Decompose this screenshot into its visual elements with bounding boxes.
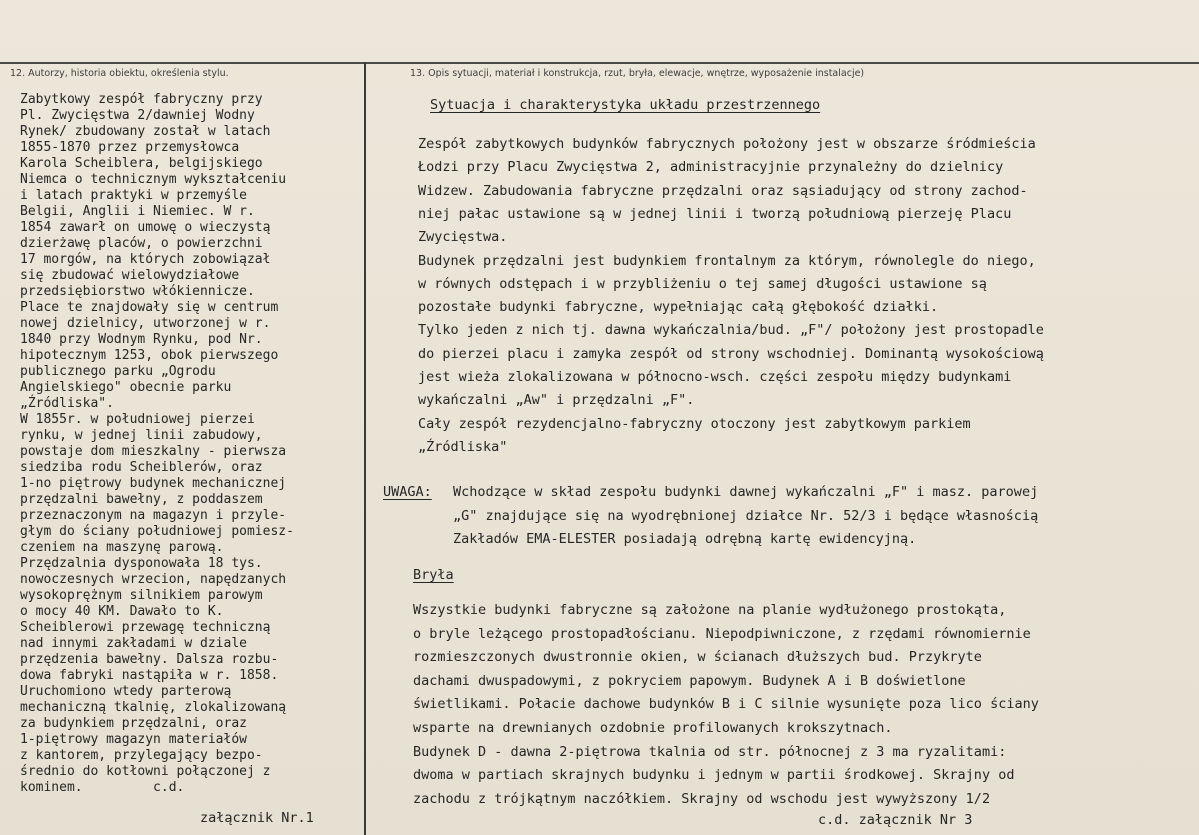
history-line: z kantorem, przylegający bezpo- xyxy=(20,748,263,763)
history-text xyxy=(20,92,364,796)
history-line: Karola Scheiblera, belgijskiego xyxy=(20,156,263,171)
situation-line: Widzew. Zabudowania fabryczne przędzalni oraz sąsiadujący od strony zachod- xyxy=(418,182,1028,199)
history-line: przędzenia bawełny. Dalsza rozbu- xyxy=(20,652,279,667)
situation-line: „Źródliska" xyxy=(418,438,508,455)
history-line: mechaniczną tkalnię, zlokalizowaną xyxy=(20,700,287,715)
massing-line: rozmieszczonych dwustronnie okien, w ścianach dłuższych bud. Przykryte xyxy=(413,649,982,666)
history-line: nad innymi zakładami w dziale xyxy=(20,636,247,651)
history-line: siedziba rodu Scheiblerów, oraz xyxy=(20,460,263,475)
history-line: Niemca o technicznym wykształceniu xyxy=(20,172,287,187)
history-line: głym do ściany południowej pomiesz- xyxy=(20,524,294,539)
column-divider xyxy=(364,62,366,835)
history-line: Scheiblerowi przewagę techniczną xyxy=(20,620,271,635)
situation-line: do pierzei placu i zamyka zespół od strony wschodniej. Dominantą wysokościową xyxy=(418,345,1044,362)
history-line: powstaje dom mieszkalny - pierwsza xyxy=(20,444,287,459)
history-line: 1854 zawarł on umowę o wieczystą xyxy=(20,220,271,235)
history-line: 1-piętrowy magazyn materiałów xyxy=(20,732,247,747)
history-line: nowoczesnych wrzecion, napędzanych xyxy=(20,572,287,587)
situation-line: Tylko jeden z nich tj. dawna wykańczalnia/bud. „F"/ położony jest prostopadle xyxy=(418,322,1044,339)
history-line: Pl. Zwycięstwa 2/dawniej Wodny xyxy=(20,108,255,123)
situation-line: jest wieża zlokalizowana w północno-wsch. części zespołu między budynkami xyxy=(418,369,1012,385)
left-column-header: 12. Autorzy, historia obiektu, określenia stylu. xyxy=(10,68,229,79)
situation-line: niej pałac ustawione są w jednej linii i tworzą południową pierzeję Placu xyxy=(418,205,1012,222)
history-line: nowej dzielnicy, utworzonej w r. xyxy=(20,316,271,331)
situation-line: Zespół zabytkowych budynków fabrycznych położony jest w obszarze śródmieścia xyxy=(418,136,1036,152)
massing-line: Budynek D - dawna 2-piętrowa tkalnia od str. północnej z 3 ma ryzalitami: xyxy=(413,743,1007,760)
history-line: Zabytkowy zespół fabryczny przy xyxy=(20,92,263,107)
massing-line: dachami dwuspadowymi, z pokryciem papowym. Budynek A i B doświetlone xyxy=(413,672,966,689)
history-line: 1840 przy Wodnym Rynku, pod Nr. xyxy=(20,332,263,347)
situation-line: wykańczalni „Aw" i przędzalni „F". xyxy=(418,392,695,409)
history-line: hipotecznym 1253, obok pierwszego xyxy=(20,348,279,363)
situation-line: Zwycięstwa. xyxy=(418,229,508,246)
massing-line: wsparte na drewnianych ozdobnie profilowanych krokszytnach. xyxy=(413,720,893,736)
history-line: Uruchomiono wtedy parterową xyxy=(20,684,232,699)
history-line: 17 morgów, na których zobowiązał xyxy=(20,252,271,267)
history-line: czeniem na maszynę parową. xyxy=(20,540,224,555)
massing-line: świetlikami. Połacie dachowe budynków B i C silnie wysunięte poza lico ściany xyxy=(413,696,1039,713)
history-line: przedsiębiorstwo włókiennicze. xyxy=(20,284,255,299)
history-line: Przędzalnia dysponowała 18 tys. xyxy=(20,556,263,571)
history-line: publicznego parku „Ogrodu xyxy=(20,364,216,379)
history-line: dzierżawę placów, o powierzchni xyxy=(20,236,263,251)
history-line: i latach praktyki w przemyśle xyxy=(20,188,247,203)
history-line: Belgii, Anglii i Niemiec. W r. xyxy=(20,204,255,219)
massing-line: dwoma w partiach skrajnych budynku i jednym w partii środkowej. Skrajny od xyxy=(413,767,1015,784)
history-line: Angielskiego" obecnie parku xyxy=(20,380,232,395)
history-line: 1855-1870 przez przemysłowca xyxy=(20,140,240,155)
history-line: W 1855r. w południowej pierzei xyxy=(20,412,255,427)
top-rule xyxy=(0,62,1199,64)
massing-line: zachodu z trójkątnym naczółkiem. Skrajny od wschodu jest wywyższony 1/2 xyxy=(413,790,991,807)
situation-line: pozostałe budynki fabryczne, wypełniając całą głębokość działki. xyxy=(418,299,939,316)
massing-line: o bryle leżącego prostopadłościanu. Niepodpiwniczone, z rzędami równomiernie xyxy=(413,625,1031,642)
history-line: przeznaczonym na magazyn i przyle- xyxy=(20,508,287,523)
history-line: „Źródliska". xyxy=(20,396,114,411)
note-label: UWAGA: xyxy=(383,484,432,500)
history-line: dowa fabryki nastąpiła w r. 1858. xyxy=(20,668,279,683)
history-line: się zbudować wielowydziałowe xyxy=(20,268,240,283)
history-line: wysokoprężnym silnikiem parowym xyxy=(20,588,263,603)
history-line: kominem. c.d. xyxy=(20,780,185,795)
section-title-massing: Bryła xyxy=(413,567,454,583)
situation-line: w równych odstępach i w przybliżeniu o tej samej długości ustawione są xyxy=(418,275,987,292)
history-line: o mocy 40 KM. Dawało to K. xyxy=(20,604,224,619)
section-title-situation: Sytuacja i charakterystyka układu przestrzennego xyxy=(430,97,821,113)
history-line: 1-no piętrowy budynek mechanicznej xyxy=(20,476,287,491)
situation-line: Cały zespół rezydencjalno-fabryczny otoczony jest zabytkowym parkiem xyxy=(418,415,971,432)
history-line: Rynek/ zbudowany został w latach xyxy=(20,124,271,139)
note-line: Wchodzące w skład zespołu budynki dawnej wykańczalni „F" i masz. parowej xyxy=(453,484,1039,500)
history-line: średnio do kotłowni połączonej z xyxy=(20,764,271,779)
note-line: Zakładów EMA-ELESTER posiadają odrębną kartę ewidencyjną. xyxy=(453,531,917,547)
history-line: za budynkiem przędzalni, oraz xyxy=(20,716,247,731)
history-line: rynku, w jednej linii zabudowy, xyxy=(20,428,263,443)
left-continuation-note: załącznik Nr.1 xyxy=(200,810,314,826)
right-continuation-note: c.d. załącznik Nr 3 xyxy=(818,812,973,828)
history-line: przędzalni bawełny, z poddaszem xyxy=(20,492,263,507)
note-line: „G" znajdujące się na wyodrębnionej działce Nr. 52/3 i będące własnością xyxy=(453,507,1039,524)
massing-line: Wszystkie budynki fabryczne są założone na planie wydłużonego prostokąta, xyxy=(413,602,1007,618)
situation-line: Budynek przędzalni jest budynkiem frontalnym za którym, równolegle do niego, xyxy=(418,252,1036,269)
history-line: Place te znajdowały się w centrum xyxy=(20,300,279,315)
right-column-header: 13. Opis sytuacji, materiał i konstrukcja, rzut, bryła, elewacje, wnętrze, wyposażenie instalacje) xyxy=(410,68,865,79)
situation-line: Łodzi przy Placu Zwycięstwa 2, administracyjnie przynależny do dzielnicy xyxy=(418,159,1004,176)
